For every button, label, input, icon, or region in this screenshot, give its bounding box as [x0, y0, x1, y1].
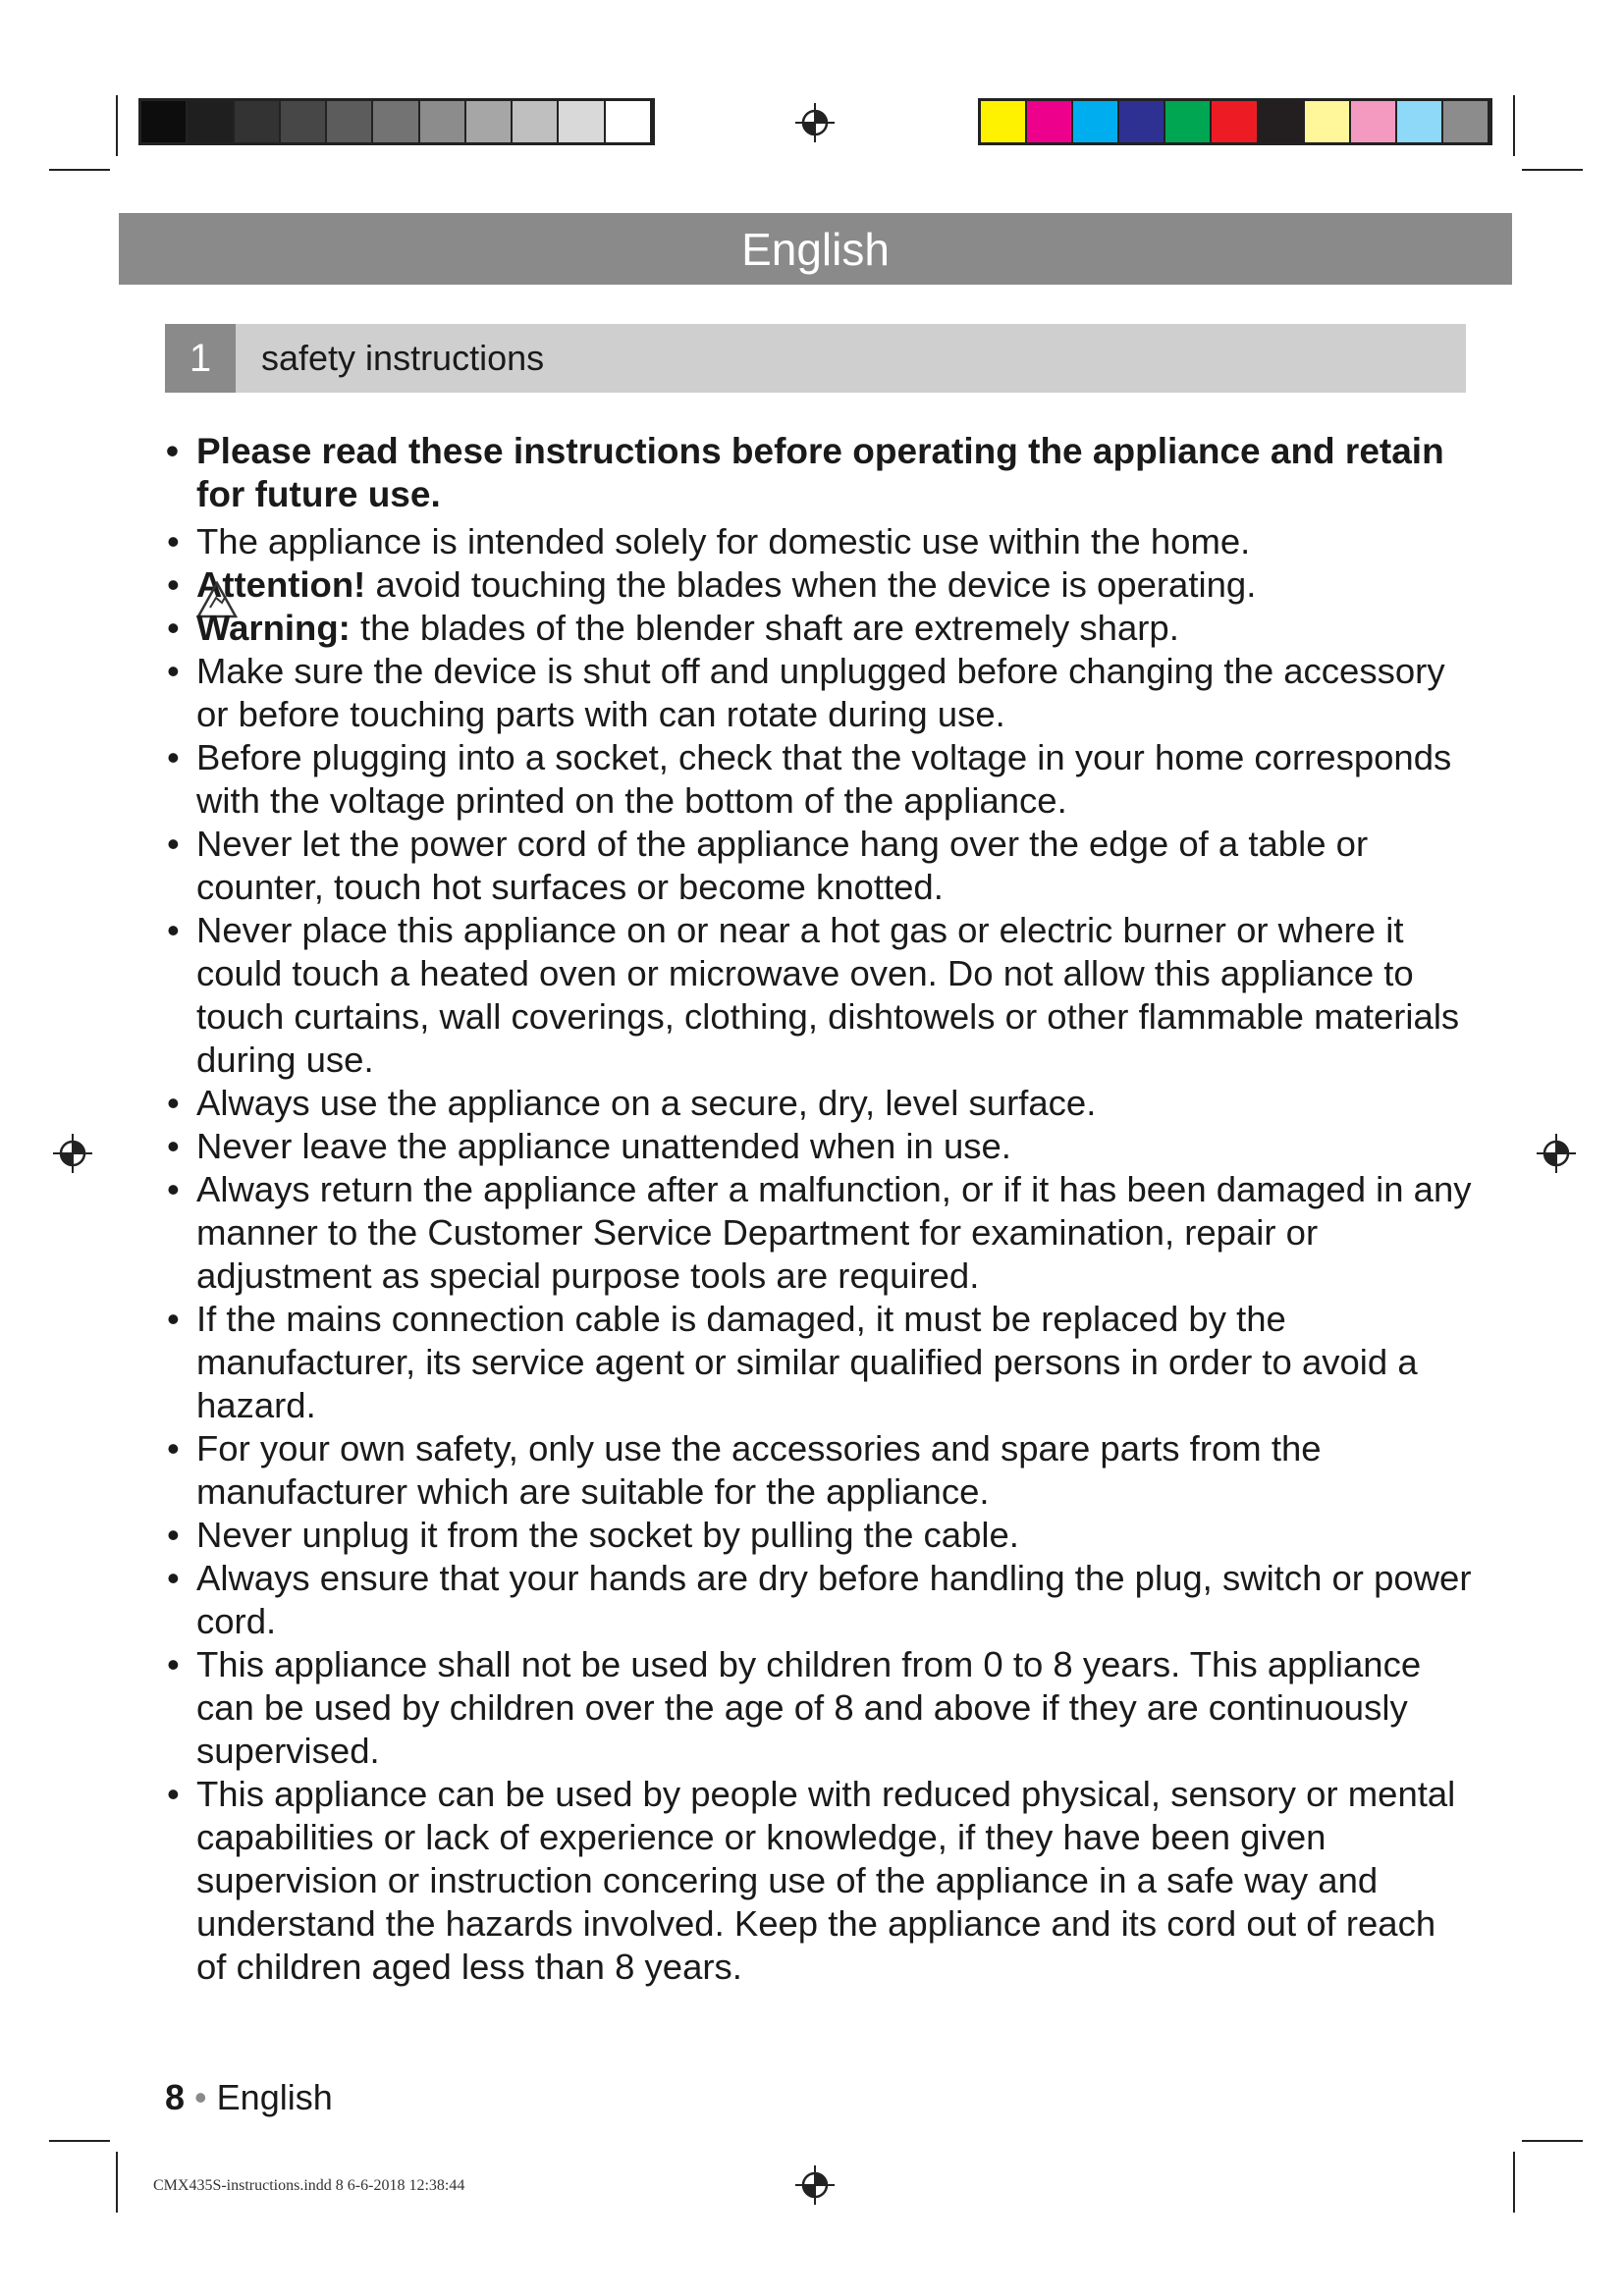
safety-instructions-list [167, 430, 1473, 1989]
list-item: • Never place this appliance on or near a hot gas or electric burner or where it could touch a heated oven or microwave oven. Do not allow this appliance to touch curtains, wall coverings, clothing, dishtowels or other flammable materials during use. [167, 909, 1473, 1082]
registration-mark-icon [793, 101, 837, 144]
color-swatch [1305, 101, 1351, 142]
color-swatch [466, 101, 513, 142]
list-item: • Always use the appliance on a secure, dry, level surface. [167, 1082, 1473, 1125]
registration-mark-icon [51, 1132, 94, 1175]
color-swatch [1212, 101, 1258, 142]
list-item: • The appliance is intended solely for domestic use within the home. [167, 520, 1473, 563]
warning-keyword: Warning: [196, 608, 351, 648]
color-swatch [981, 101, 1027, 142]
color-swatch [327, 101, 373, 142]
print-slug: CMX435S-instructions.indd 8 6-6-2018 12:38:44 [153, 2177, 465, 2194]
crop-mark [1513, 95, 1515, 156]
color-swatch [373, 101, 419, 142]
list-item: • If the mains connection cable is damaged, it must be replaced by the manufacturer, its service agent or similar qualified persons in order to avoid a hazard. [167, 1298, 1473, 1427]
color-swatch [1397, 101, 1443, 142]
grayscale-color-bar [138, 98, 655, 145]
color-swatch [559, 101, 605, 142]
list-item: • Always return the appliance after a malfunction, or if it has been damaged in any manner to the Customer Service Department for examination, repair or adjustment as special purpose tools are required. [167, 1168, 1473, 1298]
color-swatch [1027, 101, 1073, 142]
color-swatch [1119, 101, 1165, 142]
section-number: 1 [165, 324, 236, 393]
list-item: • For your own safety, only use the accessories and spare parts from the manufacturer which are suitable for the appliance. [167, 1427, 1473, 1514]
footer-language: English [206, 2077, 333, 2117]
color-swatch [141, 101, 188, 142]
list-item: • Make sure the device is shut off and unplugged before changing the accessory or before touching parts with can rotate during use. [167, 650, 1473, 736]
list-item-attention [167, 563, 1473, 607]
list-item: • Never let the power cord of the appliance hang over the edge of a table or counter, touch hot surfaces or become knotted. [167, 823, 1473, 909]
crop-mark [49, 169, 110, 171]
color-swatch [513, 101, 559, 142]
attention-keyword: Attention! [196, 564, 366, 605]
crop-mark [1522, 2140, 1583, 2142]
process-color-bar [978, 98, 1492, 145]
section-title: safety instructions [261, 338, 545, 378]
color-swatch [188, 101, 234, 142]
registration-mark-icon [793, 2163, 837, 2207]
list-item: • This appliance shall not be used by children from 0 to 8 years. This appliance can be used by children over the age of 8 and above if they are continuously supervised. [167, 1643, 1473, 1773]
page-number: 8 [165, 2077, 186, 2117]
color-swatch [1259, 101, 1305, 142]
color-swatch [235, 101, 281, 142]
registration-mark-icon [1535, 1132, 1578, 1175]
list-item-lead: • Please read these instructions before operating the appliance and retain for future use. [167, 430, 1473, 516]
list-item: • Never unplug it from the socket by pulling the cable. [167, 1514, 1473, 1557]
list-item: • Before plugging into a socket, check that the voltage in your home corresponds with the voltage printed on the bottom of the appliance. [167, 736, 1473, 823]
color-swatch [281, 101, 327, 142]
color-swatch [420, 101, 466, 142]
list-item: • Never leave the appliance unattended when in use. [167, 1125, 1473, 1168]
section-heading [165, 324, 1466, 393]
footer-separator: • [194, 2077, 207, 2117]
color-swatch [606, 101, 652, 142]
list-item-warning [167, 607, 1473, 650]
color-swatch [1351, 101, 1397, 142]
color-swatch [1443, 101, 1489, 142]
crop-mark [116, 2152, 118, 2213]
warning-text: the blades of the blender shaft are extremely sharp. [350, 608, 1179, 648]
color-swatch [1165, 101, 1212, 142]
crop-mark [49, 2140, 110, 2142]
attention-text: avoid touching the blades when the device is operating. [365, 564, 1257, 605]
page-footer [165, 2077, 333, 2118]
color-swatch [1073, 101, 1119, 142]
list-item: • Always ensure that your hands are dry before handling the plug, switch or power cord. [167, 1557, 1473, 1643]
list-item: • This appliance can be used by people with reduced physical, sensory or mental capabilities or lack of experience or knowledge, if they have been given supervision or instruction concering use of the appliance in a safe way and understand the hazards involved. Keep the appliance and its cord out of reach of children aged less than 8 years. [167, 1773, 1473, 1989]
crop-mark [1522, 169, 1583, 171]
language-header: English [119, 213, 1512, 285]
crop-mark [1513, 2152, 1515, 2213]
crop-mark [116, 95, 118, 156]
